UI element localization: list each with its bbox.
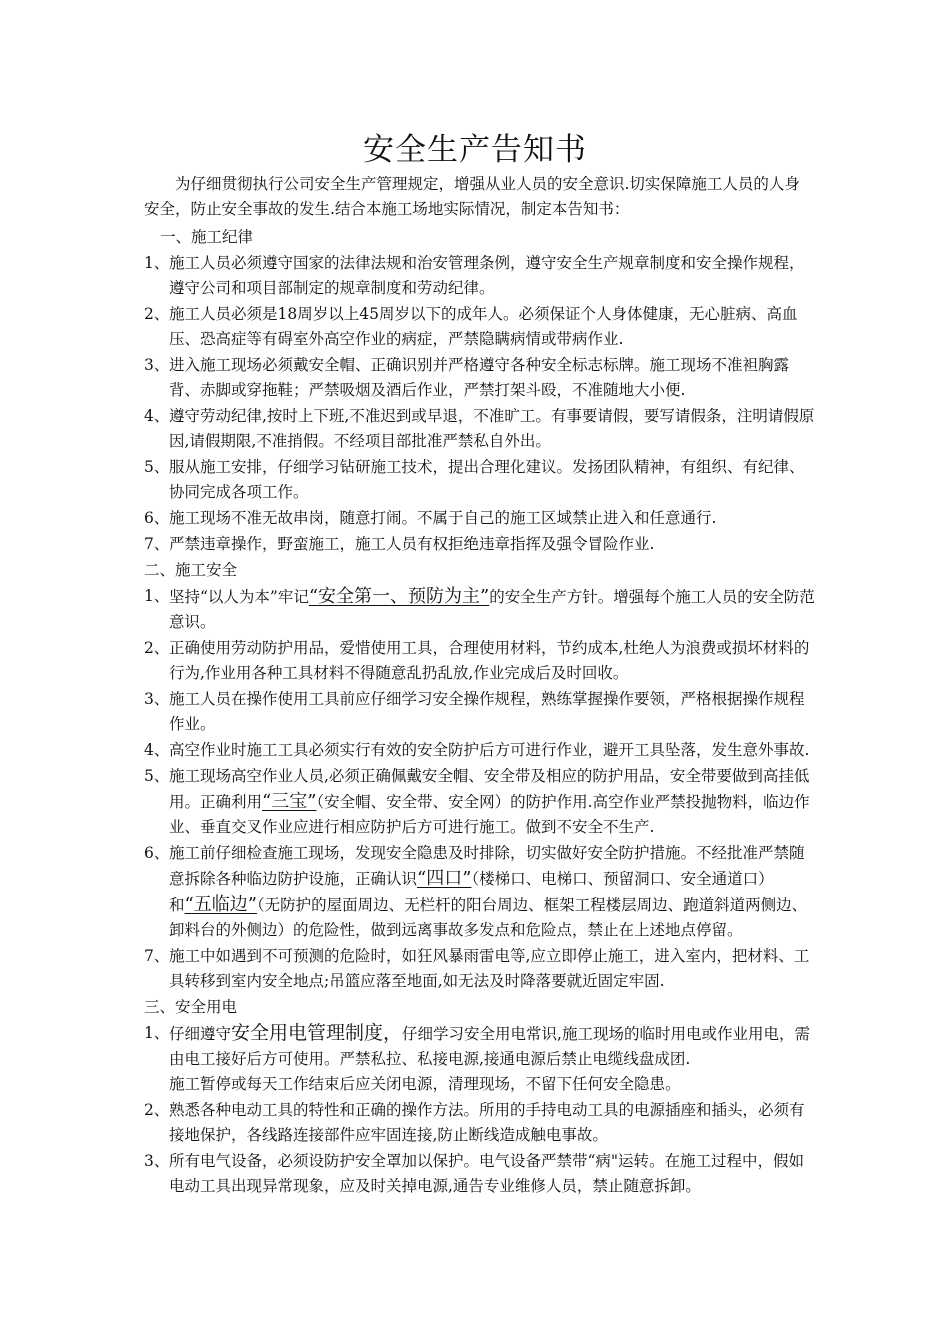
item-number: 3、 (144, 690, 170, 708)
emphasized-term: 安全用电管理制度， (231, 1022, 403, 1044)
item-number: 1、 (144, 587, 170, 605)
intro-paragraph: 为仔细贯彻执行公司安全生产管理规定，增强从业人员的安全意识.切实保障施工人员的人身安全，防止安全事故的发生.结合本施工场地实际情况，制定本告知书： (144, 175, 800, 218)
item-number: 6、 (144, 509, 170, 527)
item-number: 1、 (144, 1024, 170, 1042)
item-text: 服从施工安排，仔细学习钻研施工技术，提出合理化建议。发扬团队精神，有组织、有纪律、协同完成各项工作。 (169, 458, 805, 501)
list-item (144, 738, 816, 763)
item-text: 所有电气设备，必须设防护安全罩加以保护。电气设备严禁带“病"运转。在施工过程中，假如电动工具出现异常现象，应及时关掉电源,通告专业维修人员，禁止随意拆卸。 (169, 1152, 805, 1195)
list-item (144, 636, 816, 686)
text-run: （无防护的屋面周边、无栏杆的阳台周边、框架工程楼层周边、跑道斜道两侧边、卸料台的外侧边）的危险性，做到远离事故多发点和危险点，禁止在上述地点停留。 (169, 896, 808, 939)
list-item (144, 584, 816, 635)
item-number: 6、 (144, 844, 170, 862)
item-text (169, 764, 816, 840)
item-text: 严禁违章操作，野蛮施工，施工人员有权拒绝违章指挥及强令冒险作业. (169, 535, 655, 553)
list-item (144, 251, 816, 301)
list-item (144, 353, 816, 403)
text-run: （安全帽、安全带、安全网）的防护作用.高空作业严禁投抛物料，临边作业、垂直交叉作业应进行相应防护后方可进行施工。做到不安全不生产. (169, 793, 810, 836)
item-text: 高空作业时施工工具必须实行有效的安全防护后方可进行作业，避开工具坠落，发生意外事故. (169, 741, 810, 759)
item-text: 正确使用劳动防护用品，爱惜使用工具，合理使用材料，节约成本,杜绝人为浪费或损坏材料的行为,作业用各种工具材料不得随意乱扔乱放,作业完成后及时回收。 (169, 639, 810, 682)
list-item (144, 532, 816, 557)
text-run: 施工暂停或每天工作结束后应关闭电源，清理现场，不留下任何安全隐患。 (169, 1075, 681, 1093)
document-body (144, 224, 816, 1200)
item-text (169, 1021, 816, 1097)
item-number: 5、 (144, 767, 170, 785)
list-item (144, 944, 816, 994)
item-number: 4、 (144, 407, 170, 425)
emphasized-slogan: “安全第一、预防为主” (308, 586, 490, 607)
text-run: 施工现场高空作业人员,必须正确佩戴安全帽、安全带及相应的防护用品，安全带要做到高挂低用。正确利用 (169, 767, 810, 811)
item-text (169, 841, 816, 943)
item-text: 遵守劳动纪律,按时上下班,不准迟到或早退，不准旷工。有事要请假，要写请假条，注明请假原因,请假期限,不准捎假。不经项目部批准严禁私自外出。 (169, 407, 815, 450)
text-run: 坚持“以人为本”牢记 (169, 588, 309, 606)
item-number: 7、 (144, 947, 170, 965)
item-number: 3、 (144, 1152, 170, 1170)
section-heading-discipline: 一、施工纪律 (160, 228, 254, 246)
list-item (144, 764, 816, 840)
item-text (169, 584, 816, 635)
emphasized-term: “三宝” (262, 791, 317, 812)
item-number: 7、 (144, 535, 170, 553)
text-run: 仔细遵守 (169, 1025, 232, 1043)
item-text: 施工人员必须是18周岁以上45周岁以下的成年人。必须保证个人身体健康，无心脏病、高血压、恐高症等有碍室外高空作业的病症，严禁隐瞒病情或带病作业. (169, 305, 798, 348)
item-text: 熟悉各种电动工具的特性和正确的操作方法。所用的手持电动工具的电源插座和插头，必须有接地保护，各线路连接部件应牢固连接,防止断线造成触电事故。 (169, 1101, 805, 1144)
section-heading-electrical-safety: 三、安全用电 (144, 998, 238, 1016)
item-text: 施工现场不准无故串岗，随意打闹。不属于自己的施工区域禁止进入和任意通行. (169, 509, 717, 527)
list-item (144, 841, 816, 943)
item-number: 1、 (144, 254, 170, 272)
item-number: 4、 (144, 741, 170, 759)
item-text: 进入施工现场必须戴安全帽、正确识别并严格遵守各种安全标志标牌。施工现场不准袒胸露背、赤脚或穿拖鞋；严禁吸烟及酒后作业，严禁打架斗殴，不准随地大小便. (169, 356, 790, 399)
document-title: 安全生产告知书 (363, 132, 587, 168)
item-number: 5、 (144, 458, 170, 476)
item-number: 2、 (144, 639, 170, 657)
list-item (144, 1021, 816, 1097)
list-item (144, 455, 816, 505)
list-item (144, 687, 816, 737)
section-heading-construction-safety: 二、施工安全 (144, 561, 238, 579)
list-item (144, 506, 816, 531)
list-item (144, 302, 816, 352)
emphasized-term: “五临边” (184, 894, 257, 915)
list-item (144, 1098, 816, 1148)
text-run: 施工前仔细检查施工现场，发现安全隐患及时排除，切实做好安全防护措施。不经批准严禁随意拆除各种临边防护设施，正确认识 (169, 844, 805, 888)
list-item (144, 404, 816, 454)
item-number: 3、 (144, 356, 170, 374)
emphasized-term: “四口” (417, 868, 472, 889)
item-text: 施工中如遇到不可预测的危险时，如狂风暴雨雷电等,应立即停止施工，进入室内，把材料、工具转移到室内安全地点;吊篮应落至地面,如无法及时降落要就近固定牢固. (169, 947, 810, 990)
text-run: 的安全生产方针。增强每个施工人员的安全防范意识。 (169, 588, 815, 631)
text-run: （楼梯口、电梯口、预留洞口、安全通道口）和 (169, 870, 774, 914)
item-number: 2、 (144, 305, 170, 323)
item-text: 施工人员在操作使用工具前应仔细学习安全操作规程，熟练掌握操作要领，严格根据操作规程作业。 (169, 690, 805, 733)
item-number: 2、 (144, 1101, 170, 1119)
item-text: 施工人员必须遵守国家的法律法规和治安管理条例，遵守安全生产规章制度和安全操作规程，遵守公司和项目部制定的规章制度和劳动纪律。 (169, 254, 805, 297)
text-run: 仔细学习安全用电常识,施工现场的临时用电或作业用电，需由电工接好后方可使用。严禁私拉、私接电源,接通电源后禁止电缆线盘成团. (169, 1025, 810, 1068)
list-item (144, 1149, 816, 1199)
